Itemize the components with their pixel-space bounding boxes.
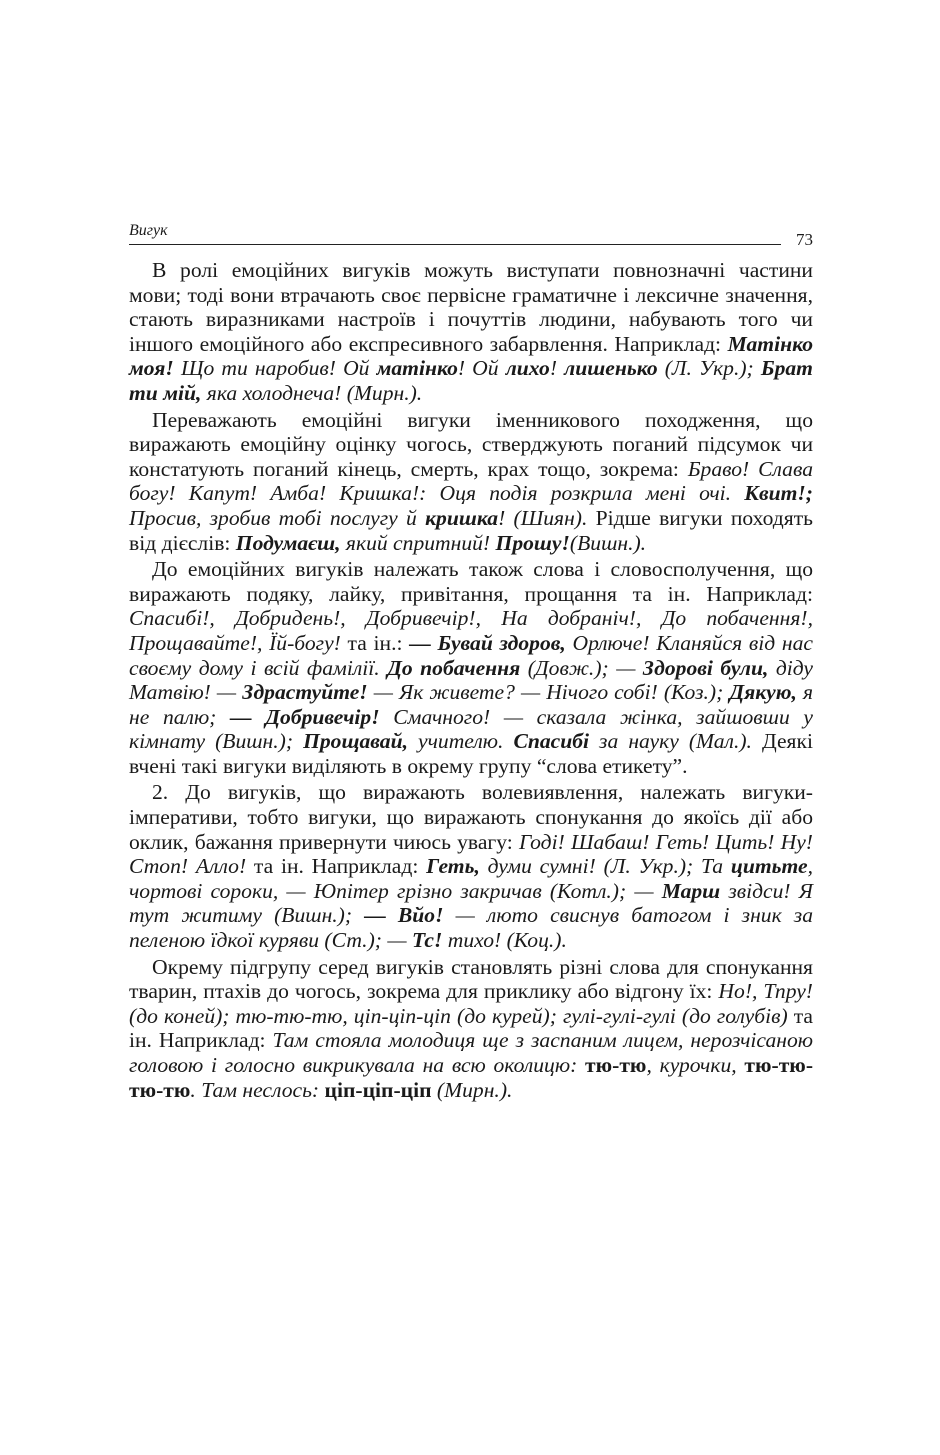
bold-italic-example: цитьте xyxy=(730,854,808,879)
italic-example: (Мирн.). xyxy=(431,1077,513,1102)
text-run: Переважають емоційні вигуки іменникового походження, що виражають емоційну оцінку чогось, стверджують поганий підсумок чи констатують поганий кінець, смерть, крах тощо, зокрема: xyxy=(129,407,813,481)
text-run: та ін. Наприклад: xyxy=(246,854,427,879)
italic-example: Смачного! — сказала жінка, зайшовши у кімнату (Вишн.); xyxy=(129,704,813,754)
bold-italic-example: Прошу! xyxy=(495,530,570,555)
italic-example: ! (Шиян). xyxy=(498,505,588,530)
paragraph xyxy=(129,258,813,406)
bold-italic-example: Здрастуйте! xyxy=(242,680,368,705)
italic-example: Просив, зробив тобі послугу й xyxy=(129,505,426,530)
bold-italic-example: — Вйо! xyxy=(364,903,444,928)
italic-example: (Вишн.). xyxy=(569,530,647,555)
text-run: та ін.: xyxy=(340,630,410,655)
text-run: В ролі емоційних вигуків можуть виступати повнозначні частини мови; тоді вони втрачають своє первісне граматичне і лексичне значення, стають виразниками настроїв і почуттів людини, набувають того чи іншого емоційного або експресивного забарвлення. Наприклад: xyxy=(129,258,813,356)
text-run: Рідше вигуки походять від дієслів: xyxy=(129,505,813,555)
italic-example: думи сумні! (Л. Укр.); Та xyxy=(479,854,731,879)
bold-example: тю-тю xyxy=(585,1053,647,1077)
bold-italic-example: Здорові були, xyxy=(642,655,769,680)
bold-example: ціп-ціп-ціп xyxy=(324,1077,432,1102)
italic-example: який спритний! xyxy=(340,530,496,555)
bold-italic-example: лихо xyxy=(505,356,550,381)
italic-example: — люто свиснув батогом і зник за пеленою їдкої куряви (Ст.); — xyxy=(129,903,814,953)
bold-italic-example: Подумаєш, xyxy=(235,530,341,555)
italic-example: учителю. xyxy=(407,729,514,754)
text-run: 2. До вигуків, що виражають волевиявлення, належать вигуки-імперативи, тобто вигуки, що виражають спонукання до якоїсь дії або оклик, бажання привернути чиюсь увагу: xyxy=(129,780,813,854)
paragraph xyxy=(129,955,813,1103)
text-run: Окрему підгрупу серед вигуків становлять різні слова для спонукання тварин, птахів до чогось, зокрема для приклику або відгону їх: xyxy=(129,954,813,1004)
italic-example: , чортові сороки, — Юпітер грізно закричав (Котл.); — xyxy=(129,854,813,903)
bold-italic-example: Спасибі xyxy=(513,729,590,754)
bold-italic-example: — Добривечір! xyxy=(230,704,380,729)
bold-italic-example: Прощавай, xyxy=(303,729,408,754)
italic-example: Браво! Слава богу! Капут! Амба! Кришка!: Оця подія розкрила мені очі. xyxy=(129,456,813,506)
bold-italic-example: Матінко моя! xyxy=(129,331,813,381)
italic-example: тихо! (Коц.). xyxy=(442,928,567,953)
book-page xyxy=(129,222,813,1102)
bold-italic-example: матінко xyxy=(376,356,458,381)
italic-example: яка холоднеча! (Мирн.). xyxy=(201,380,423,405)
text-run: До емоційних вигуків належать також слова і словосполучення, що виражають подяку, лайку, привітання, прощання та ін. Наприклад: xyxy=(129,557,813,606)
paragraph xyxy=(129,408,813,556)
italic-example: Спасибі!, Добридень!, Добривечір!, На добраніч!, До побачення!, Прощавайте!, Їй-богу! xyxy=(129,606,813,655)
italic-example: я не палю; xyxy=(129,680,814,729)
italic-example: — Як живете? — Нічого собі! (Коз.); xyxy=(367,680,730,705)
italic-example: звідси! Я тут житиму (Вишн.); xyxy=(129,878,813,928)
bold-italic-example: Геть, xyxy=(426,854,480,879)
italic-example: Орлюче! Кланяйся від нас своєму дому і всій фамілії. xyxy=(129,630,813,680)
italic-example: Що ти наробив! Ой xyxy=(173,356,377,381)
italic-example: . Там неслось: xyxy=(190,1077,325,1102)
bold-italic-example: кришка xyxy=(425,505,499,530)
paragraph xyxy=(129,780,813,952)
bold-italic-example: Квит!; xyxy=(744,481,813,506)
italic-example: (Л. Укр.); xyxy=(657,356,761,381)
running-header xyxy=(129,222,813,249)
italic-example: Но!, Тпру! (до коней); тю-тю-тю, ціп-ціп-ціп (до курей); гулі-гулі-гулі (до голубів) xyxy=(129,979,813,1028)
bold-italic-example: Брат ти мій, xyxy=(129,356,813,405)
text-run: та ін. Наприклад: xyxy=(129,1003,813,1053)
bold-italic-example: лишенько xyxy=(564,356,658,381)
bold-italic-example: Дякую, xyxy=(729,680,797,705)
italic-example: , курочки, xyxy=(646,1053,745,1077)
bold-example: тю-тю-тю-тю xyxy=(129,1053,814,1102)
bold-italic-example: Тс! xyxy=(411,928,443,953)
italic-example: Годі! Шабаш! Геть! Цить! Ну! Стоп! Алло! xyxy=(129,829,813,879)
body-text xyxy=(129,258,813,1102)
page-number: 73 xyxy=(796,230,813,249)
italic-example: Там стояла молодиця ще з заспаним лицем, нерозчісаною головою і голосно викрикувала на всю околицю: xyxy=(129,1028,813,1077)
italic-example: ! Ой xyxy=(457,356,506,381)
italic-example: за науку (Мал.). xyxy=(589,729,752,754)
bold-italic-example: — Бувай здоров, xyxy=(409,630,566,655)
italic-example: ! xyxy=(549,356,565,381)
bold-italic-example: До побачення xyxy=(387,655,521,680)
italic-example: діду Матвію! — xyxy=(129,655,814,705)
italic-example: (Довж.); — xyxy=(520,655,643,680)
section-title: Вигук xyxy=(129,222,168,239)
paragraph xyxy=(129,557,813,778)
bold-italic-example: Марш xyxy=(661,878,721,903)
header-rule xyxy=(129,244,781,245)
text-run: Деякі вчені такі вигуки виділяють в окрему групу “слова етикету”. xyxy=(129,729,813,778)
